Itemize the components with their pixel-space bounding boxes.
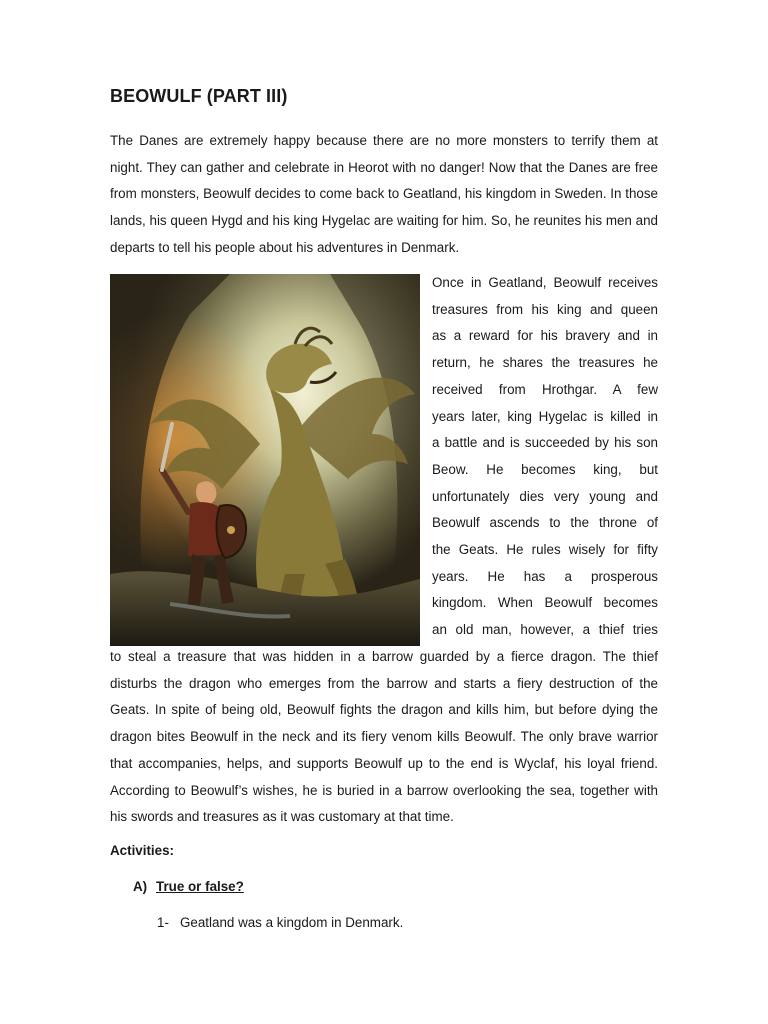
wrapped-line: Once in Geatland, Beowulf receives — [432, 275, 658, 290]
activities-label: Activities: — [110, 843, 174, 858]
wrapped-line: return, he shares the treasures he — [432, 355, 658, 371]
paragraph-continuation: to steal a treasure that was hidden in a barrow guarded by a fierce dragon. The thief disturbs the dragon who emerges from the barrow and starts a fiery destruction of the Geats. In spite of being old, Beowulf fights the dragon and kills him, but before dying the dragon bites Beowulf in the neck and its fiery venom kills Beowulf. The only brave warrior that accompanies, helps, and supports Beowulf up to the end is Wyclaf, his loyal friend. According to Beowulf’s wishes, he is buried in a barrow overlooking the sea, together with his swords and treasures as it was customary at that time. — [110, 649, 658, 825]
paragraph-wrapped-lines — [432, 270, 658, 644]
wrapped-line: Beowulf ascends to the throne of — [432, 515, 658, 531]
section-title: True or false? — [156, 879, 244, 894]
wrapped-line: as a reward for his bravery and in — [432, 328, 658, 344]
wrapped-line: treasures from his king and queen — [432, 301, 658, 317]
wrapped-line: Beow. He becomes king, but — [432, 461, 658, 477]
wrapped-line: an old man, however, a thief tries — [432, 622, 658, 638]
wrapped-line: years. He has a prosperous — [432, 568, 658, 584]
wrapped-line: the Geats. He rules wisely for fifty — [432, 542, 658, 558]
wrapped-line: received from Hrothgar. A few — [432, 381, 658, 397]
page-title: BEOWULF (PART III) — [110, 86, 288, 106]
item-text: Geatland was a kingdom in Denmark. — [180, 915, 404, 930]
wrapped-line: kingdom. When Beowulf becomes — [432, 595, 658, 611]
paragraph-intro: The Danes are extremely happy because there are no more monsters to terrify them at night. They can gather and celebrate in Heorot with no danger! Now that the Danes are free from monsters, Beowulf decides to come back to Geatland, his kingdom in Sweden. In those lands, his queen Hygd and his king Hygelac are waiting for him. So, he reunites his men and departs to tell his people about his adventures in Denmark. — [110, 133, 658, 255]
section-a-heading — [133, 879, 244, 894]
list-item — [157, 915, 403, 930]
section-letter: A) — [133, 879, 148, 894]
wrapped-line: a battle and is succeeded by his son — [432, 435, 658, 451]
wrapped-line: unfortunately dies very young and — [432, 488, 658, 504]
item-number: 1- — [157, 915, 169, 930]
wrapped-line: years later, king Hygelac is killed in — [432, 408, 658, 424]
dragon-warrior-illustration — [110, 274, 420, 646]
